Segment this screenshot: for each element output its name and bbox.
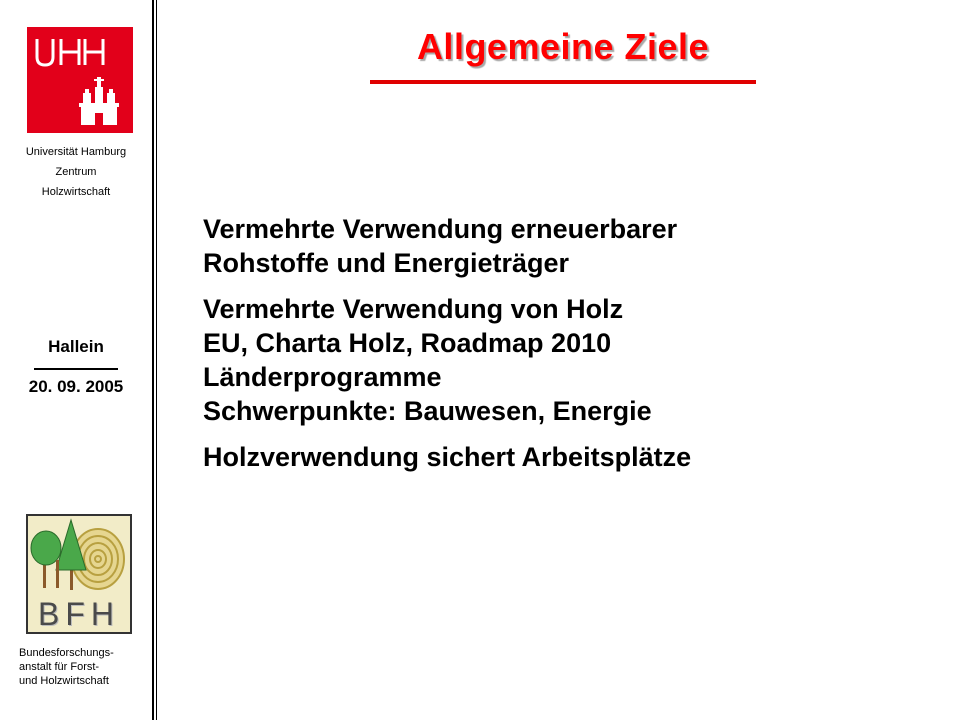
content-line: Rohstoffe und Energieträger [203,248,570,278]
event-date: 20. 09. 2005 [28,377,124,396]
university-line: Universität Hamburg [25,146,127,158]
sidebar-divider-thin [156,0,157,720]
content-line: Schwerpunkte: Bauwesen, Energie [203,396,652,426]
institute-line: Bundesforschungs- [19,647,114,659]
slide-title-wrap [370,26,756,68]
slide-content [203,212,943,486]
title-underline [370,80,756,84]
university-line: Zentrum [55,166,97,178]
uhh-logo [27,27,133,133]
bfh-logo [26,514,132,634]
sidebar [0,0,152,720]
sidebar-divider [152,0,154,720]
content-line: EU, Charta Holz, Roadmap 2010 [203,328,612,358]
content-paragraph [203,292,943,428]
bfh-logo-text: BFH [38,596,120,632]
university-line: Holzwirtschaft [41,186,111,198]
content-paragraph [203,440,943,474]
content-line: Länderprogramme [203,362,442,392]
content-line: Vermehrte Verwendung erneuerbarer [203,214,678,244]
uhh-logo-graphic [27,27,133,133]
slide-title: Allgemeine Ziele [416,26,710,67]
content-paragraph [203,212,943,280]
institute-line: und Holzwirtschaft [19,675,109,687]
content-line: Vermehrte Verwendung von Holz [203,294,624,324]
institute-name [19,646,151,688]
content-line: Holzverwendung sichert Arbeitsplätze [203,442,692,472]
event-place: Hallein [48,337,104,356]
place-divider [34,368,118,370]
institute-line: anstalt für Forst- [19,661,100,673]
university-name [0,142,152,202]
